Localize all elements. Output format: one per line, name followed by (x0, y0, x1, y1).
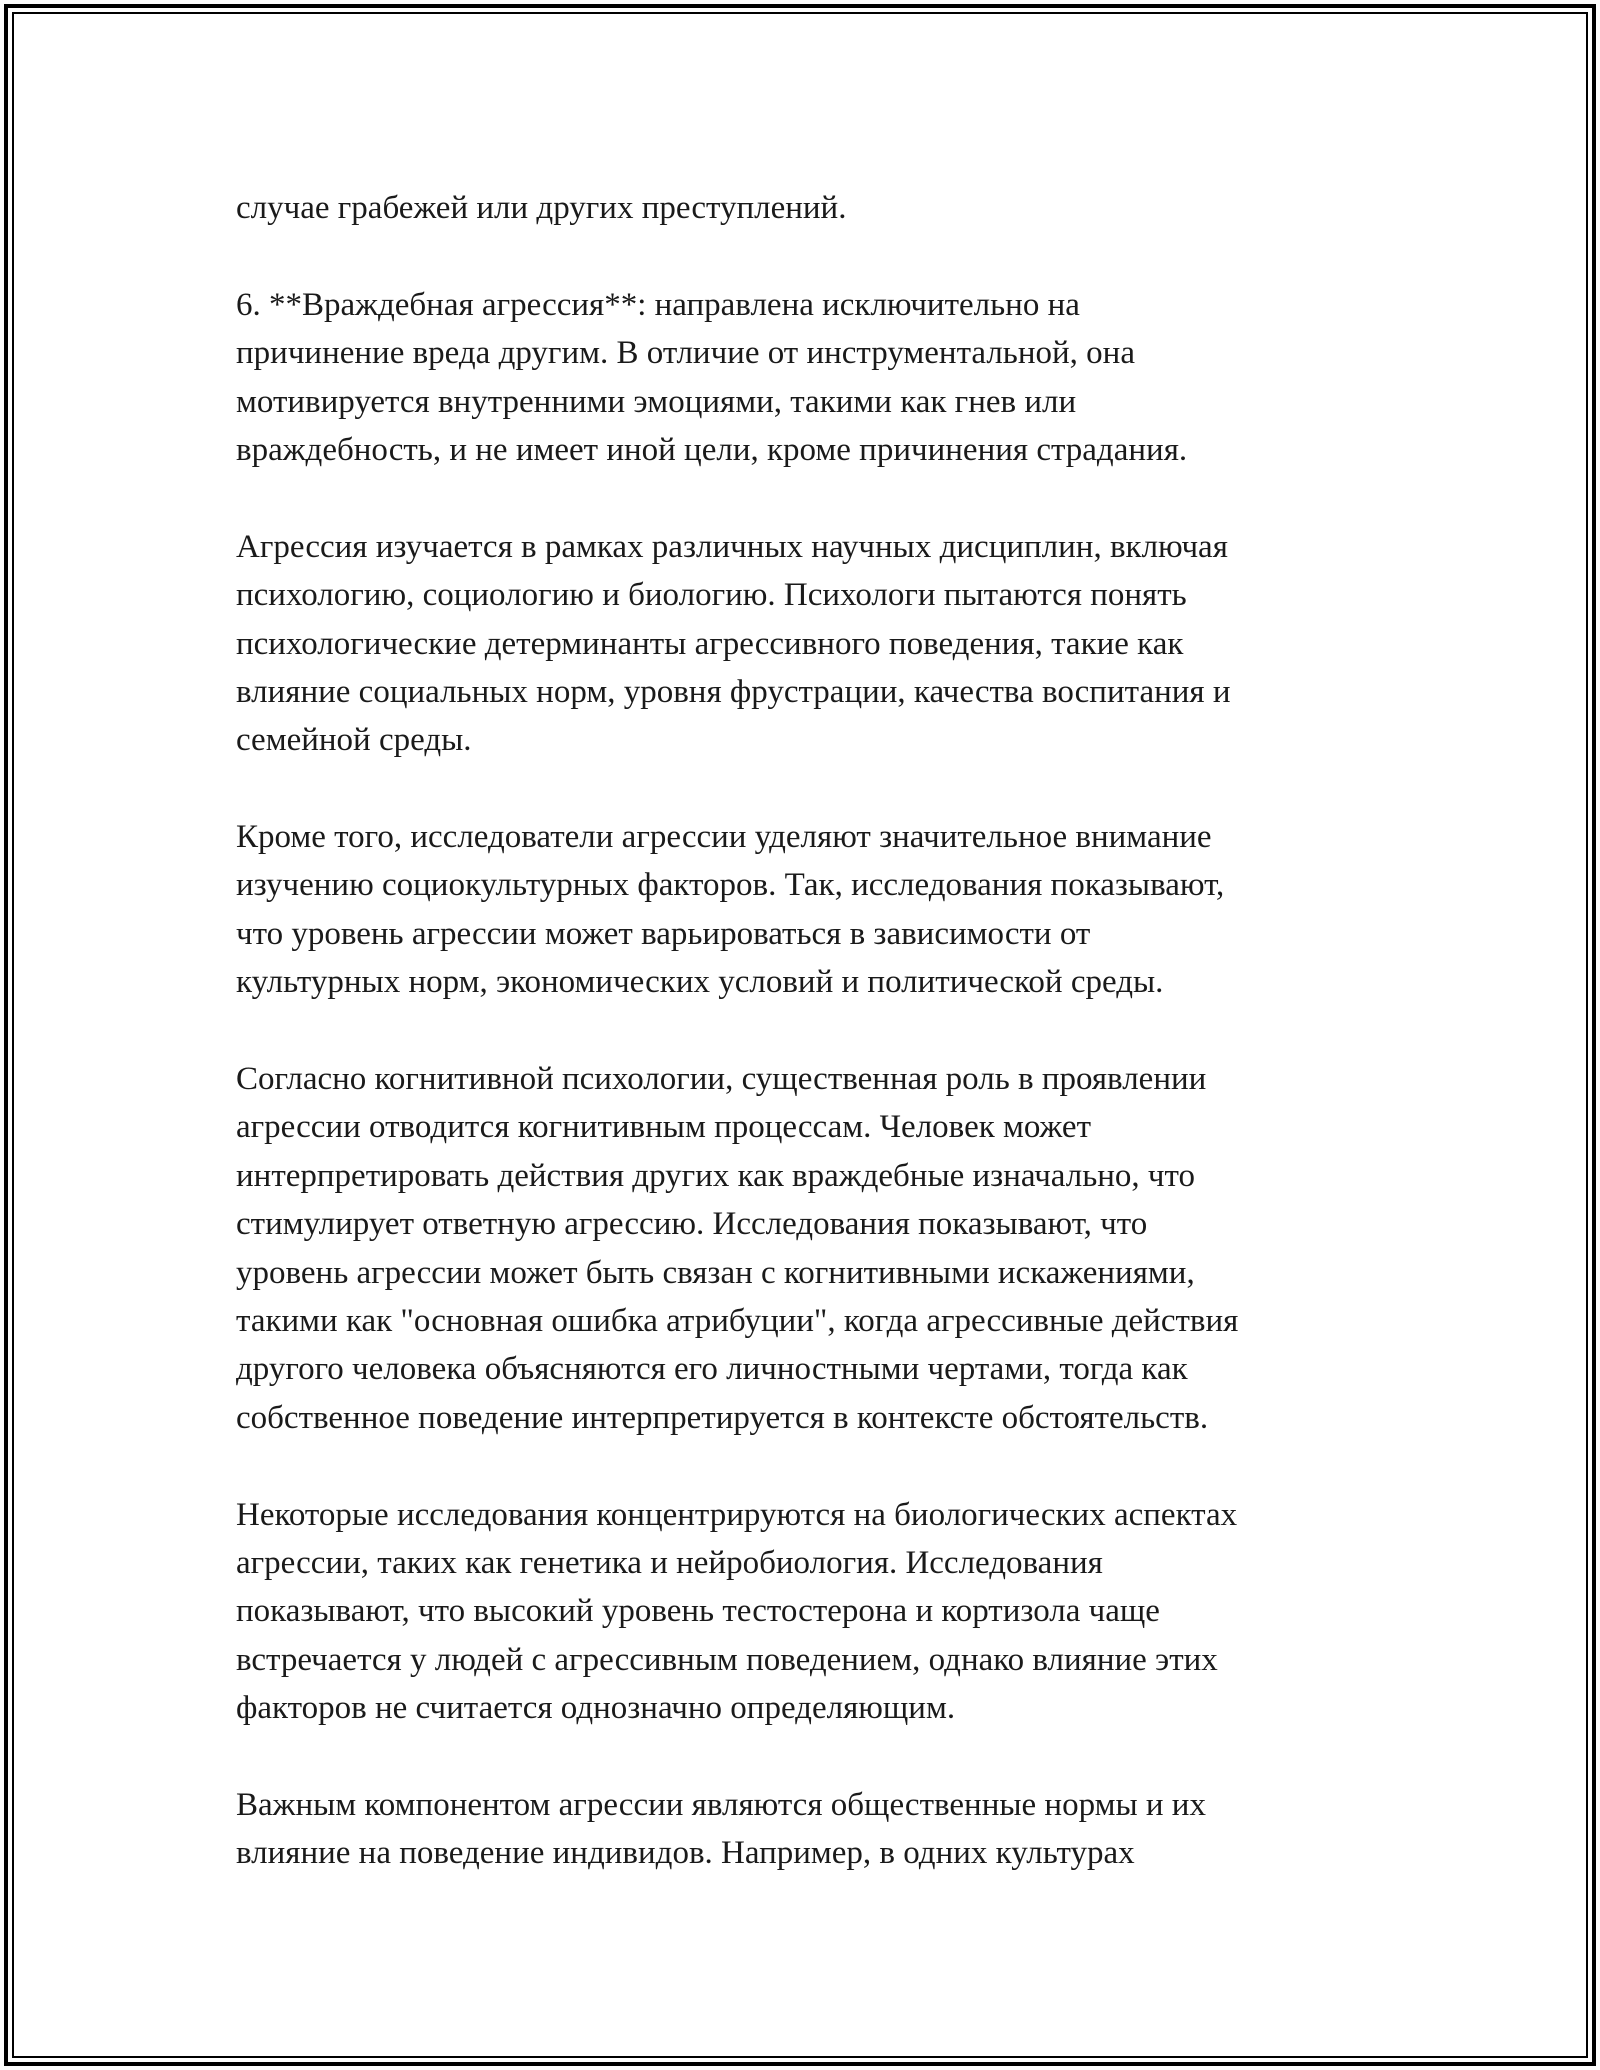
paragraph-7 (236, 1781, 1366, 1878)
paragraph-gap (236, 765, 1366, 813)
text-line: изучению социокультурных факторов. Так, исследования показывают, (236, 867, 1225, 904)
text-line: стимулирует ответную агрессию. Исследования показывают, что (236, 1206, 1148, 1243)
paragraph-2 (236, 281, 1366, 475)
text-line: что уровень агрессии может варьироваться в зависимости от (236, 915, 1091, 952)
text-line: Некоторые исследования концентрируются на биологических аспектах (236, 1496, 1238, 1533)
text-line: интерпретировать действия других как враждебные изначально, что (236, 1157, 1195, 1194)
text-line: 6. **Враждебная агрессия**: направлена исключительно на (236, 286, 1080, 323)
text-line: уровень агрессии может быть связан с когнитивными искажениями, (236, 1254, 1195, 1291)
text-line: причинение вреда другим. В отличие от инструментальной, она (236, 335, 1135, 372)
text-line: случае грабежей или других преступлений. (236, 190, 847, 226)
text-line: семейной среды. (236, 722, 472, 759)
document-body (236, 184, 1366, 1878)
text-line: Агрессия изучается в рамках различных научных дисциплин, включая (236, 528, 1228, 565)
text-line: Согласно когнитивной психологии, существенная роль в проявлении (236, 1061, 1207, 1098)
text-line: культурных норм, экономических условий и политической среды. (236, 964, 1164, 1001)
text-line: влияние на поведение индивидов. Например, в одних культурах (236, 1835, 1135, 1872)
paragraph-gap (236, 232, 1366, 280)
paragraph-5 (236, 1055, 1366, 1442)
paragraph-gap (236, 474, 1366, 522)
text-line: агрессии отводится когнитивным процессам. Человек может (236, 1109, 1091, 1146)
text-line: показывают, что высокий уровень тестостерона и кортизола чаще (236, 1593, 1160, 1630)
text-line: влияние социальных норм, уровня фрустрации, качества воспитания и (236, 673, 1231, 710)
text-line: агрессии, таких как генетика и нейробиология. Исследования (236, 1544, 1103, 1581)
text-line: Кроме того, исследователи агрессии уделяют значительное внимание (236, 819, 1212, 856)
paragraph-3 (236, 523, 1366, 765)
paragraph-gap (236, 1733, 1366, 1781)
text-line: встречается у людей с агрессивным поведением, однако влияние этих (236, 1641, 1218, 1678)
text-line: мотивируется внутренними эмоциями, такими как гнев или (236, 383, 1077, 420)
text-line: факторов не считается однозначно определяющим. (236, 1690, 956, 1727)
paragraph-1 (236, 184, 1366, 232)
paragraph-gap (236, 1007, 1366, 1055)
paragraph-4 (236, 813, 1366, 1007)
paragraph-6 (236, 1491, 1366, 1733)
text-line: другого человека объясняются его личностными чертами, тогда как (236, 1351, 1188, 1388)
text-line: Важным компонентом агрессии являются общественные нормы и их (236, 1786, 1206, 1823)
text-line: враждебность, и не имеет иной цели, кроме причинения страдания. (236, 431, 1188, 468)
text-line: психологию, социологию и биологию. Психологи пытаются понять (236, 577, 1187, 614)
text-line: психологические детерминанты агрессивного поведения, такие как (236, 625, 1184, 662)
text-line: такими как "основная ошибка атрибуции", когда агрессивные действия (236, 1302, 1239, 1339)
text-line: собственное поведение интерпретируется в контексте обстоятельств. (236, 1399, 1209, 1436)
paragraph-gap (236, 1442, 1366, 1490)
